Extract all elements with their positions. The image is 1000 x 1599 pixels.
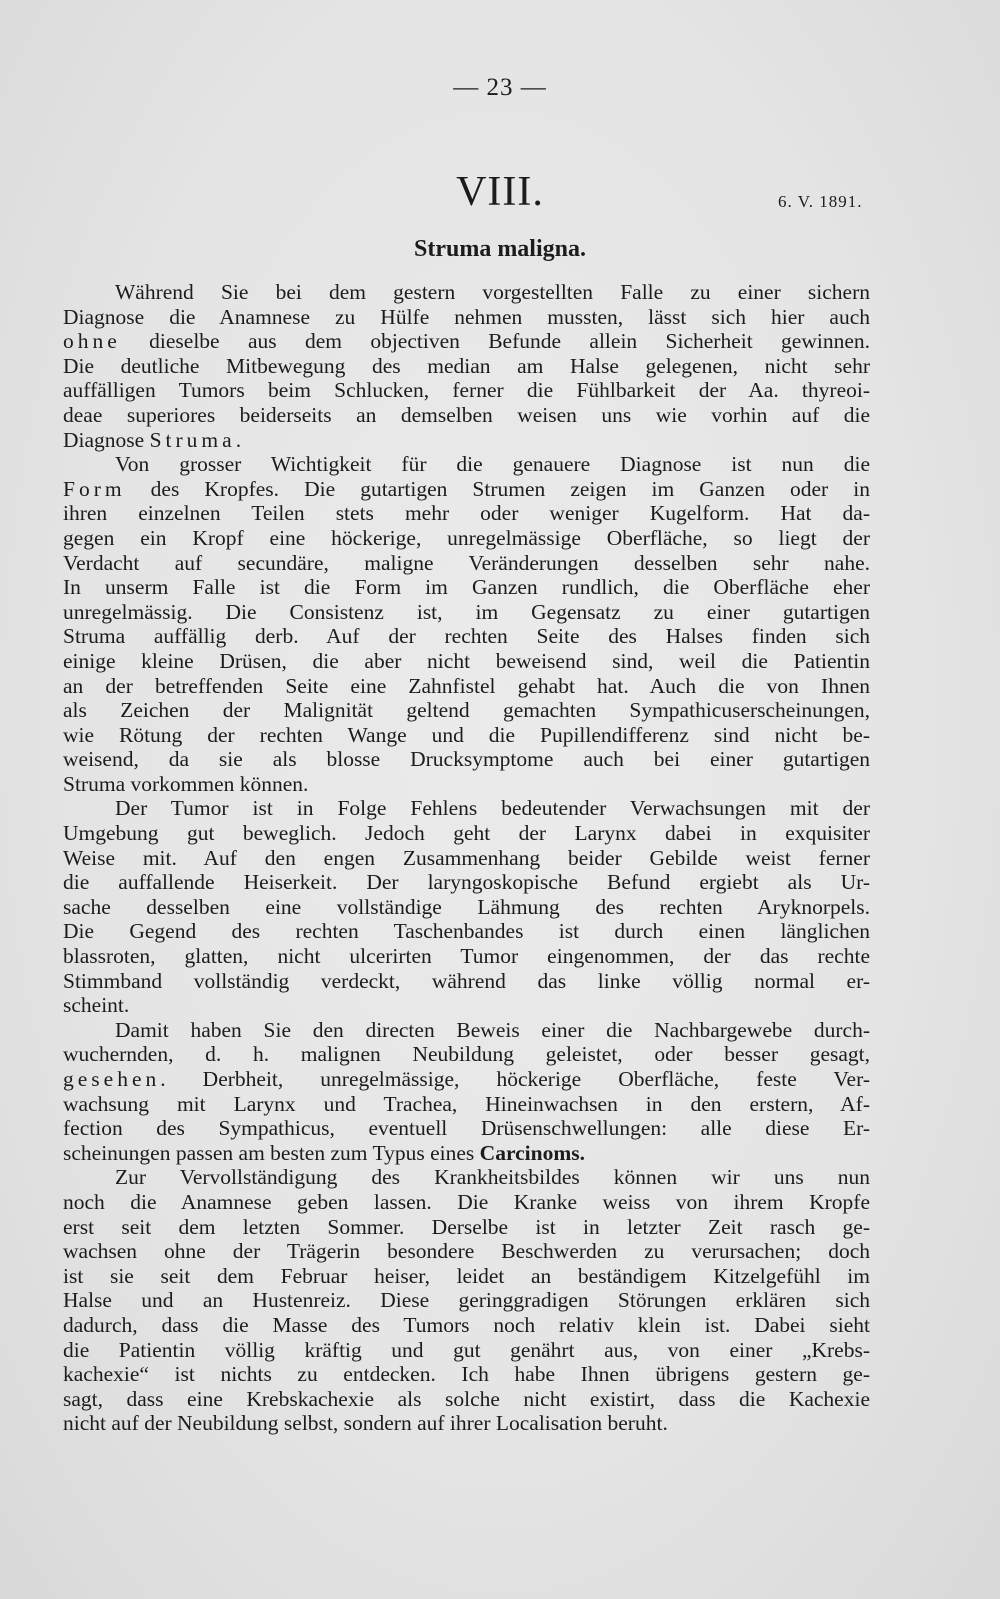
paragraph [63, 452, 870, 796]
line-text: gegen ein Kropf eine höckerige, unregelmässige Oberfläche, so liegt der [63, 525, 870, 550]
line-text: wie Rötung der rechten Wange und die Pupillendifferenz sind nicht be- [63, 722, 870, 747]
line-text: wuchernden, d. h. malignen Neubildung geleistet, oder besser gesagt, [63, 1042, 870, 1067]
line-text: Die deutliche Mitbewegung des median am Halse gelegenen, nicht sehr [63, 353, 870, 378]
text-line [63, 624, 870, 649]
text-line [63, 919, 870, 944]
line-text: dieselbe aus dem objectiven Befunde allein Sicherheit gewinnen. [120, 329, 870, 354]
text-line [63, 772, 870, 797]
line-text: Zur Vervollständigung des Krankheitsbildes können wir uns nun [115, 1165, 870, 1190]
line-text: dadurch, dass die Masse des Tumors noch relativ klein ist. Dabei sieht [63, 1312, 870, 1337]
line-text: Weise mit. Auf den engen Zusammenhang beider Gebilde weist ferner [63, 845, 870, 870]
line-text: sagt, dass eine Krebskachexie als solche nicht existirt, dass die Kachexie [63, 1386, 870, 1411]
text-line [63, 1190, 870, 1215]
paragraph [63, 1018, 870, 1166]
text-line [63, 944, 870, 969]
line-text: . [235, 427, 242, 452]
line-text: scheint. [63, 993, 130, 1018]
text-line [63, 1362, 870, 1387]
line-text: Struma auffällig derb. Auf der rechten Seite des Halses finden sich [63, 624, 870, 649]
line-text: Der Tumor ist in Folge Fehlens bedeutender Verwachsungen mit der [115, 796, 870, 821]
text-line [63, 1141, 870, 1166]
text-line [63, 354, 870, 379]
line-text: wachsung mit Larynx und Trachea, Hineinwachsen in den erstern, Af- [63, 1091, 870, 1116]
line-text: sache desselben eine vollständige Lähmung des rechten Aryknorpels. [63, 894, 870, 919]
spaced-emphasis: Form [63, 476, 126, 501]
line-text: auffälligen Tumors beim Schlucken, ferner die Fühlbarkeit der Aa. thyreoi- [63, 378, 870, 403]
line-text: einige kleine Drüsen, die aber nicht beweisend sind, weil die Patientin [63, 648, 870, 673]
bold-term: Carcinoms. [479, 1140, 585, 1165]
text-line [63, 796, 870, 821]
line-text: deae superiores beiderseits an demselben weisen uns wie vorhin auf die [63, 402, 870, 427]
spaced-emphasis: ohne [63, 329, 121, 354]
line-text: ihren einzelnen Teilen stets mehr oder weniger Kugelform. Hat da- [63, 501, 870, 526]
text-line [63, 821, 870, 846]
text-line [63, 477, 870, 502]
line-text: In unserm Falle ist die Form im Ganzen rundlich, die Oberfläche eher [63, 575, 870, 600]
text-line [63, 1338, 870, 1363]
line-text: Struma vorkommen können. [63, 771, 309, 796]
text-line [63, 1411, 870, 1436]
text-line [63, 501, 870, 526]
text-line [63, 969, 870, 994]
paragraph [63, 1165, 870, 1436]
line-text: Diagnose [63, 427, 150, 452]
text-line [63, 723, 870, 748]
text-line [63, 428, 870, 453]
line-text: Diagnose die Anamnese zu Hülfe nehmen mussten, lässt sich hier auch [63, 304, 870, 329]
text-line [63, 1165, 870, 1190]
text-line [63, 895, 870, 920]
line-text: wachsen ohne der Trägerin besondere Beschwerden zu verursachen; doch [63, 1239, 870, 1264]
text-line [63, 846, 870, 871]
line-text: . Derbheit, unregelmässige, höckerige Oberfläche, feste Ver- [160, 1067, 870, 1091]
text-line [63, 575, 870, 600]
line-text: die Patientin völlig kräftig und gut genährt aus, von einer „Krebs- [63, 1337, 870, 1362]
line-text: nicht auf der Neubildung selbst, sondern auf ihrer Localisation beruht. [63, 1411, 668, 1436]
text-line [63, 526, 870, 551]
text-line [63, 649, 870, 674]
line-text: Verdacht auf secundäre, maligne Veränderungen desselben sehr nahe. [63, 550, 870, 575]
text-line [63, 674, 870, 699]
text-line [63, 1067, 870, 1092]
text-line [63, 1018, 870, 1043]
text-line [63, 600, 870, 625]
text-line [63, 1313, 870, 1338]
line-text: Von grosser Wichtigkeit für die genauere Diagnose ist nun die [115, 452, 870, 477]
line-text: unregelmässig. Die Consistenz ist, im Gegensatz zu einer gutartigen [63, 599, 870, 624]
text-line [63, 1387, 870, 1412]
line-text: noch die Anamnese geben lassen. Die Kranke weiss von ihrem Kropfe [63, 1189, 870, 1214]
paragraph [63, 796, 870, 1017]
line-text: Stimmband vollständig verdeckt, während das linke völlig normal er- [63, 968, 870, 993]
text-line [63, 305, 870, 330]
chapter-heading: VIII. [456, 169, 544, 215]
lecture-date: 6. V. 1891. [778, 192, 863, 211]
line-text: kachexie“ ist nichts zu entdecken. Ich habe Ihnen übrigens gestern ge- [63, 1362, 870, 1387]
text-line [63, 993, 870, 1018]
line-text: Während Sie bei dem gestern vorgestellten Falle zu einer sichern [115, 280, 870, 304]
text-line [63, 378, 870, 403]
text-line [63, 1239, 870, 1264]
line-text: ist sie seit dem Februar heiser, leidet an beständigem Kitzelgefühl im [63, 1263, 870, 1288]
text-line [63, 329, 870, 354]
text-line [63, 551, 870, 576]
text-line [63, 452, 870, 477]
line-text: scheinungen passen am besten zum Typus eines [63, 1140, 480, 1165]
line-text: erst seit dem letzten Sommer. Derselbe ist in letzter Zeit rasch ge- [63, 1214, 870, 1239]
text-line [63, 1092, 870, 1117]
line-text: blassroten, glatten, nicht ulcerirten Tumor eingenommen, der das rechte [63, 944, 870, 969]
paragraph [63, 280, 870, 452]
line-text: die auffallende Heiserkeit. Der laryngoskopische Befund ergiebt als Ur- [63, 870, 870, 895]
line-text: fection des Sympathicus, eventuell Drüsenschwellungen: alle diese Er- [63, 1116, 870, 1141]
text-line [63, 698, 870, 723]
spaced-emphasis: Struma [149, 427, 236, 452]
line-text: des Kropfes. Die gutartigen Strumen zeigen im Ganzen oder in [125, 476, 870, 501]
text-line [63, 1215, 870, 1240]
line-text: Die Gegend des rechten Taschenbandes ist durch einen länglichen [63, 919, 870, 944]
line-text: an der betreffenden Seite eine Zahnfistel gehabt hat. Auch die von Ihnen [63, 673, 870, 698]
text-line [63, 403, 870, 428]
spaced-emphasis: gesehen [63, 1067, 161, 1091]
section-title: Struma maligna. [413, 236, 586, 262]
text-line [63, 280, 870, 305]
text-line [63, 870, 870, 895]
line-text: Damit haben Sie den directen Beweis einer die Nachbargewebe durch- [115, 1017, 870, 1042]
line-text: Umgebung gut beweglich. Jedoch geht der Larynx dabei in exquisiter [63, 821, 870, 846]
body-text [63, 280, 870, 1436]
line-text: Halse und an Hustenreiz. Diese geringgradigen Störungen erklären sich [63, 1288, 870, 1313]
text-line [63, 1264, 870, 1289]
text-line [63, 1042, 870, 1067]
text-line [63, 1116, 870, 1141]
page-number: — 23 — [453, 74, 547, 101]
text-line [63, 747, 870, 772]
text-line [63, 1288, 870, 1313]
line-text: weisend, da sie als blosse Drucksymptome auch bei einer gutartigen [63, 747, 870, 772]
line-text: als Zeichen der Malignität geltend gemachten Sympathicuserscheinungen, [63, 698, 870, 723]
